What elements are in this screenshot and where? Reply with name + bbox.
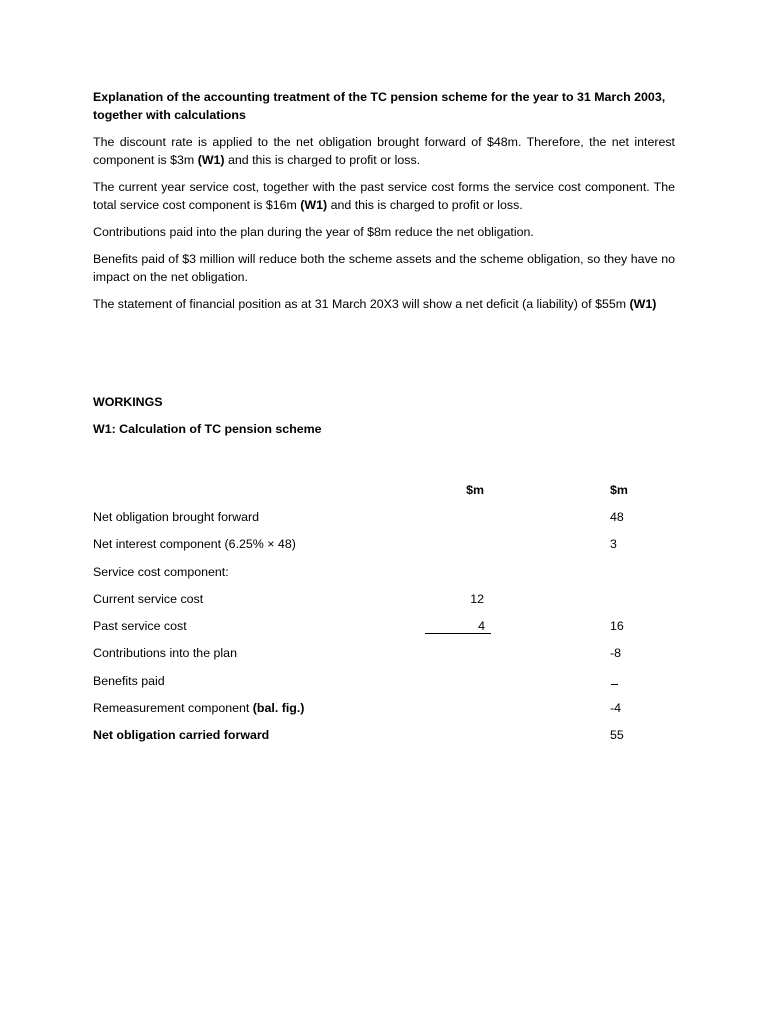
row-label-bold: (bal. fig.) [252, 701, 305, 716]
row-col1 [418, 722, 491, 749]
col1-header: $m [466, 482, 484, 497]
row-label [93, 694, 418, 721]
table-row [93, 558, 640, 585]
row-col2: 16 [610, 619, 624, 634]
row-label: Service cost component: [93, 564, 229, 579]
p2-ref: (W1) [300, 198, 328, 212]
table-row [93, 640, 640, 667]
paragraph-net-interest [93, 133, 675, 169]
row-label: Net obligation brought forward [93, 509, 259, 524]
row-col1 [418, 667, 491, 694]
row-label: Net interest component (6.25% × 48) [93, 537, 296, 552]
row-label-text: Remeasurement component [93, 701, 253, 716]
explanation-section [93, 88, 675, 322]
row-col2: 48 [610, 509, 624, 524]
row-col1 [418, 503, 491, 530]
row-label: Benefits paid [93, 673, 165, 688]
table-row [93, 694, 640, 721]
table-row [93, 585, 640, 612]
row-label: Net obligation carried forward [93, 728, 270, 743]
p5-ref: (W1) [629, 297, 657, 311]
row-col1 [418, 612, 491, 639]
row-col1 [418, 694, 491, 721]
row-label: Contributions into the plan [93, 646, 237, 661]
table-header-row [93, 476, 640, 503]
row-col1 [418, 558, 491, 585]
p1-text-b: and this is charged to profit or loss. [224, 153, 421, 167]
w1-title: W1: Calculation of TC pension scheme [93, 422, 322, 436]
workings-title: WORKINGS [93, 395, 163, 409]
row-col2: -4 [610, 701, 622, 716]
paragraph-service-cost [93, 178, 675, 214]
col2-header: $m [610, 482, 628, 497]
underlined-subtotal: 4 [425, 619, 491, 634]
row-label: Current service cost [93, 591, 204, 606]
row-col2 [608, 667, 640, 694]
p5-text-a: The statement of financial position as at 31 March 20X3 will show a net deficit (a liability) of $55m [93, 297, 630, 311]
paragraph-contributions: Contributions paid into the plan during the year of $8m reduce the net obligation. [93, 225, 534, 239]
page-heading: Explanation of the accounting treatment of the TC pension scheme for the year to 31 March 2003, together with calculations [93, 90, 666, 122]
p1-text-a: The discount rate is applied to the net obligation brought forward of $48m. Therefore, the net interest component is $3m [93, 135, 675, 167]
table-row-total [93, 722, 640, 749]
p1-ref: (W1) [197, 153, 225, 167]
p2-text-a: The current year service cost, together with the past service cost forms the service cost component. The total service cost component is $16m [93, 180, 675, 212]
p2-text-b: and this is charged to profit or loss. [327, 198, 523, 212]
nil-dash [611, 676, 618, 685]
row-col1: 12 [470, 591, 484, 606]
paragraph-benefits: Benefits paid of $3 million will reduce both the scheme assets and the scheme obligation, so they have no impact on the net obligation. [93, 252, 675, 284]
paragraph-financial-position [93, 295, 675, 313]
row-label: Past service cost [93, 619, 187, 634]
row-col2: 3 [610, 537, 617, 552]
row-col2 [608, 558, 640, 585]
row-col2 [608, 585, 640, 612]
table-row [93, 667, 640, 694]
row-col2: -8 [610, 646, 622, 661]
row-col1 [418, 531, 491, 558]
header-label-cell [93, 476, 418, 503]
table-row [93, 531, 640, 558]
row-col1 [418, 640, 491, 667]
pension-calculation-table [93, 476, 640, 749]
row-col2: 55 [610, 728, 624, 743]
table-row [93, 503, 640, 530]
table-row [93, 612, 640, 639]
